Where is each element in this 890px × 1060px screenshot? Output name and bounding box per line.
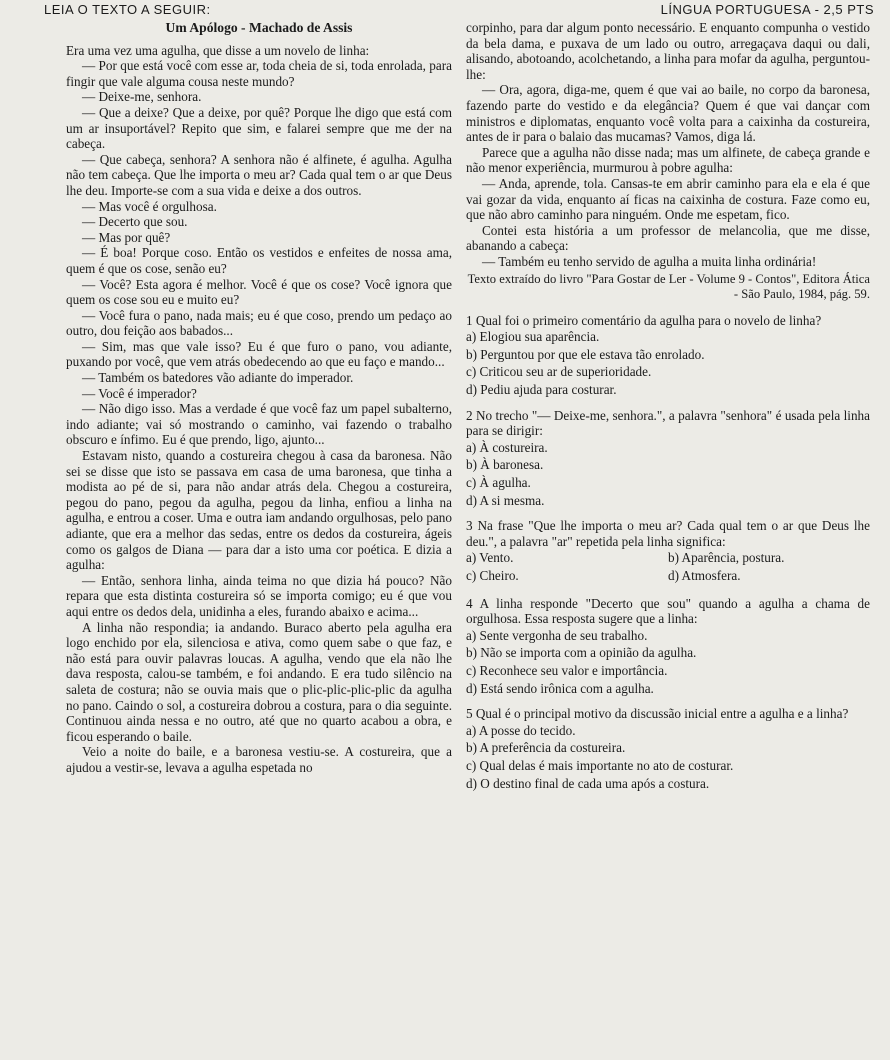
instruction-label: LEIA O TEXTO A SEGUIR: <box>44 2 211 17</box>
story-column-left <box>66 20 452 776</box>
story-paragraph: — É boa! Porque coso. Então os vestidos e enfeites de nossa ama, quem é que os cose, senão eu? <box>66 245 452 276</box>
question-text: 2 No trecho "— Deixe-me, senhora.", a palavra "senhora" é usada pela linha para se dirigir: <box>466 407 870 439</box>
story-paragraph: Estavam nisto, quando a costureira chegou à casa da baronesa. Não sei se disse que isto se passava em casa de uma baronesa, que tinha a modista ao pé de si, para não andar atrás dela. Chegou a costureira, pegou do pano, pegou da agulha, pegou da linha, enfiou a linha na agulha, e entrou a coser. Uma e outra iam andando orgulhosas, pelo pano adiante, que era a melhor das sedas, entre os dedos da costureira, ágeis como os galgos de Diana — para dar a isto uma cor poética. E dizia a agulha: <box>66 448 452 573</box>
story-paragraph: Era uma vez uma agulha, que disse a um novelo de linha: <box>66 42 370 58</box>
answer-option[interactable]: a) Vento. <box>466 550 514 566</box>
story-paragraph: — Também eu tenho servido de agulha a muita linha ordinária! <box>482 253 817 269</box>
question-text: 1 Qual foi o primeiro comentário da agulha para o novelo de linha? <box>466 312 822 328</box>
story-paragraph: — Sim, mas que vale isso? Eu é que furo o pano, vou adiante, puxando por você, que vem atrás obedecendo ao que eu faço e mando... <box>66 338 452 370</box>
answer-option[interactable]: d) Atmosfera. <box>668 568 741 583</box>
story-paragraph: — Por que está você com esse ar, toda cheia de si, toda enrolada, para fingir que vale alguma cousa neste mundo? <box>66 58 452 89</box>
story-paragraph: — Decerto que sou. <box>82 214 188 230</box>
answer-option[interactable]: a) Elogiou sua aparência. <box>466 329 600 345</box>
story-paragraph: — Que cabeça, senhora? A senhora não é alfinete, é agulha. Agulha não tem cabeça. Que lhe importa o meu ar? Cada qual tem o ar que Deus lhe deu. Importe-se com a sua vida e deixe a dos outros. <box>66 151 452 198</box>
answer-options <box>466 628 870 696</box>
answer-option[interactable]: a) Sente vergonha de seu trabalho. <box>466 627 648 643</box>
answer-option[interactable]: b) À baronesa. <box>466 457 544 473</box>
answer-option[interactable]: c) Criticou seu ar de superioridade. <box>466 364 652 380</box>
answer-option[interactable]: d) O destino final de cada uma após a costura. <box>466 775 710 791</box>
story-paragraph: — Anda, aprende, tola. Cansas-te em abrir caminho para ela e ela é que vai gozar da vida, enquanto aí ficas na caixinha de costura. Faze como eu, que não abro caminho para ninguém. Onde me espetam, fico. <box>466 175 870 223</box>
answer-options <box>466 550 870 585</box>
story-paragraph: — Mas por quê? <box>82 229 171 245</box>
question-text: 5 Qual é o principal motivo da discussão inicial entre a agulha e a linha? <box>466 706 849 722</box>
story-paragraph: Parece que a agulha não disse nada; mas um alfinete, de cabeça grande e não menor experiência, murmurou à pobre agulha: <box>466 144 870 176</box>
question-text: 4 A linha responde "Decerto que sou" quando a agulha a chama de orgulhosa. Essa resposta sugere que a linha: <box>466 595 870 627</box>
story-column-right <box>466 20 870 793</box>
story-paragraph: A linha não respondia; ia andando. Buraco aberto pela agulha era logo enchido por ela, silenciosa e ativa, como quem sabe o que faz, e não está para ouvir palavras loucas. A agulha, vendo que ela não lhe dava resposta, calou-se também, e foi andando. E era tudo silêncio na saleta de costura; não se ouvia mais que o plic-plic-plic-plic da agulha no pano. Caindo o sol, a costureira dobrou a costura, para o dia seguinte. Continuou ainda nessa e no outro, até que no quarto acabou a obra, e ficou esperando o baile. <box>66 619 452 744</box>
story-paragraph: — Você? Esta agora é melhor. Você é que os cose? Você ignora que quem os cose sou eu e muito eu? <box>66 276 452 308</box>
story-paragraph: corpinho, para dar algum ponto necessário. E enquanto compunha o vestido da bela dama, e puxava de um lado ou outro, arregaçava daqui ou dali, alisando, abotoando, acolchetando, a linha para mofar da agulha, perguntou-lhe: <box>466 20 870 82</box>
story-paragraph: — Não digo isso. Mas a verdade é que você faz um papel subalterno, indo adiante; vai só mostrando o caminho, vai fazendo o trabalho obscuro e ínfimo. Eu é que prendo, ligo, ajunto... <box>66 401 452 448</box>
question-3 <box>466 518 870 585</box>
story-paragraph: — Ora, agora, diga-me, quem é que vai ao baile, no corpo da baronesa, fazendo parte do vestido e da elegância? Quem é que vai dançar com ministros e diplomatas, enquanto você volta para a caixinha da costureira, antes de ir para o balaio das mucamas? Vamos, diga lá. <box>466 82 870 145</box>
story-paragraph: — Também os batedores vão adiante do imperador. <box>82 370 354 386</box>
answer-option[interactable]: c) Reconhece seu valor e importância. <box>466 662 668 678</box>
answer-option[interactable]: c) Cheiro. <box>466 568 519 583</box>
answer-option[interactable]: b) Não se importa com a opinião da agulha. <box>466 645 697 661</box>
answer-option[interactable]: c) À agulha. <box>466 475 531 491</box>
question-5 <box>466 706 870 791</box>
story-paragraph: — Você é imperador? <box>82 385 197 401</box>
answer-option[interactable]: d) Pediu ajuda para costurar. <box>466 382 617 398</box>
story-paragraph: — Deixe-me, senhora. <box>82 89 202 105</box>
question-1 <box>466 313 870 398</box>
answer-option[interactable]: b) Perguntou por que ele estava tão enrolado. <box>466 346 705 362</box>
subject-label: LÍNGUA PORTUGUESA - 2,5 PTS <box>660 2 874 17</box>
answer-option[interactable]: c) Qual delas é mais importante no ato de costurar. <box>466 757 734 773</box>
story-paragraph: — Que a deixe? Que a deixe, por quê? Porque lhe digo que está com um ar insuportável? Repito que sim, e falarei sempre que me der na cabeça. <box>66 104 452 152</box>
story-paragraph: — Mas você é orgulhosa. <box>82 198 217 214</box>
story-paragraph: Contei esta história a um professor de melancolia, que me disse, abanando a cabeça: <box>466 222 870 254</box>
answer-option[interactable]: b) A preferência da costureira. <box>466 740 626 756</box>
story-title: Um Apólogo - Machado de Assis <box>165 20 353 35</box>
answer-option[interactable]: d) A si mesma. <box>466 492 545 508</box>
answer-option[interactable]: a) À costureira. <box>466 439 548 455</box>
page-header <box>44 0 874 18</box>
answer-options <box>466 440 870 508</box>
story-paragraph: Veio a noite do baile, e a baronesa vestiu-se. A costureira, que a ajudou a vestir-se, levava a agulha espetada no <box>66 744 452 775</box>
answer-option[interactable]: d) Está sendo irônica com a agulha. <box>466 680 654 696</box>
answer-option[interactable]: a) A posse do tecido. <box>466 722 576 738</box>
story-source: Texto extraído do livro "Para Gostar de Ler - Volume 9 - Contos", Editora Ática - São Paulo, 1984, pág. 59. <box>467 271 870 302</box>
story-paragraph: — Então, senhora linha, ainda teima no que dizia há pouco? Não repara que esta distinta costureira só se importa comigo; eu é que vou aqui entre os dedos dela, unidinha a eles, furando abaixo e acima... <box>66 572 452 619</box>
answer-options <box>466 723 870 791</box>
answer-options <box>466 329 870 397</box>
question-2 <box>466 408 870 509</box>
answer-option[interactable]: b) Aparência, postura. <box>668 550 785 566</box>
question-4 <box>466 596 870 697</box>
story-paragraph: — Você fura o pano, nada mais; eu é que coso, prendo um pedaço ao outro, dou feição aos babados... <box>66 307 452 339</box>
question-text: 3 Na frase "Que lhe importa o meu ar? Cada qual tem o ar que Deus lhe deu.", a palavra "ar" repetida pela linha significa: <box>466 518 870 549</box>
